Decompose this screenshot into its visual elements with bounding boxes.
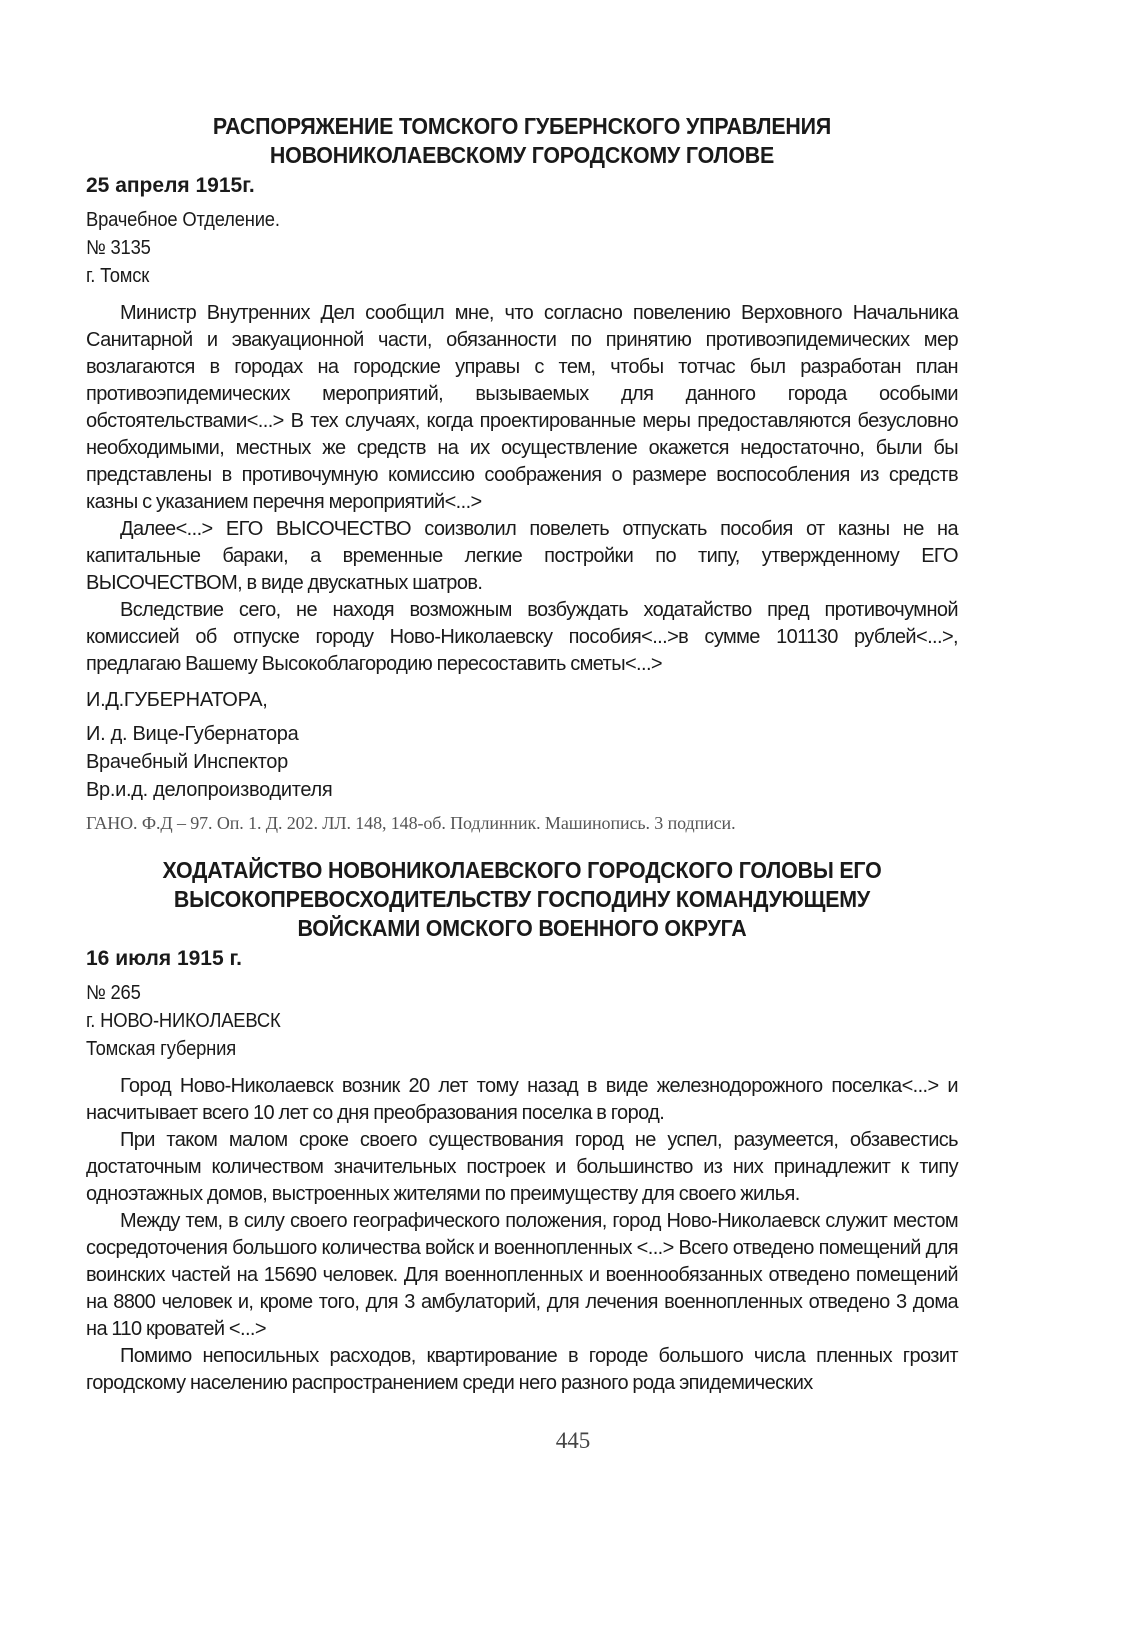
meta-line: № 3135: [86, 237, 151, 259]
document-1-body: [86, 300, 958, 678]
meta-line: Врачебное Отделение.: [86, 209, 280, 231]
signature-line: Врачебный Инспектор: [86, 751, 288, 773]
document-1: [86, 112, 958, 836]
document-1-title: [86, 112, 958, 170]
title-line: НОВОНИКОЛАЕВСКОМУ ГОРОДСКОМУ ГОЛОВЕ: [269, 142, 775, 168]
paragraph: Между тем, в силу своего географического положения, город Ново-Николаевск служит местом сосредоточения большого количества войск и военнопленных <...> Всего отведено помещений для воинских частей на 15690 человек. Для военнопленных и военнообязанных отведено помещений на 8800 человек и, кроме того, для 3 амбулаторий, для лечения военнопленных отведено 3 дома на 110 кроватей <...>: [86, 1210, 958, 1340]
archive-source: ГАНО. Ф.Д – 97. Оп. 1. Д. 202. ЛЛ. 148, 148-об. Подлинник. Машинопись. 3 подписи.: [86, 813, 736, 833]
meta-line: г. НОВО-НИКОЛАЕВСК: [86, 1010, 281, 1032]
document-2: [86, 856, 958, 1397]
document-1-date: 25 апреля 1915г.: [86, 174, 255, 197]
signature-line: И. д. Вице-Губернатора: [86, 723, 299, 745]
title-line: РАСПОРЯЖЕНИЕ ТОМСКОГО ГУБЕРНСКОГО УПРАВЛЕНИЯ: [212, 113, 832, 139]
meta-line: Томская губерния: [86, 1038, 237, 1060]
title-line: ХОДАТАЙСТВО НОВОНИКОЛАЕВСКОГО ГОРОДСКОГО ГОЛОВЫ ЕГО: [162, 857, 882, 883]
document-2-date: 16 июля 1915 г.: [86, 947, 242, 970]
paragraph: Министр Внутренних Дел сообщил мне, что согласно повелению Верховного Начальника Санитарной и эвакуационной части, обязанности по принятию противоэпидемических мер возлагаются в городах на городские управы с тем, чтобы тотчас был разработан план противоэпидемических мероприятий, вызываемых для данного города особыми обстоятельствами<...> В тех случаях, когда проектированные меры предоставляются безусловно необходимыми, местных же средств на их осуществление окажется недостаточно, были бы представлены в противочумную комиссию соображения о размере воспособления из средств казны с указанием перечня мероприятий<...>: [86, 302, 958, 513]
paragraph: При таком малом сроке своего существования город не успел, разумеется, обзавестись достаточным количеством значительных построек и большинство из них принадлежит к типу одноэтажных домов, выстроенных жителями по преимуществу для своего жилья.: [86, 1129, 958, 1205]
paragraph: Помимо непосильных расходов, квартирование в городе большого числа пленных грозит городскому населению распространением среди него разного рода эпидемических: [86, 1345, 958, 1394]
paragraph: Далее<...> ЕГО ВЫСОЧЕСТВО соизволил повелеть отпускать пособия от казны не на капитальные бараки, а временные легкие постройки по типу, утвержденному ЕГО ВЫСОЧЕСТВОМ, в виде двускатных шатров.: [86, 518, 958, 594]
meta-line: № 265: [86, 982, 141, 1004]
document-1-meta: [86, 206, 958, 290]
paragraph: Город Ново-Николаевск возник 20 лет тому назад в виде железнодорожного поселка<...> и насчитывает всего 10 лет со дня преобразования поселка в город.: [86, 1075, 958, 1124]
signature-head: И.Д.ГУБЕРНАТОРА,: [86, 689, 268, 711]
document-2-meta: [86, 979, 958, 1063]
signature-line: Вр.и.д. делопроизводителя: [86, 779, 333, 801]
title-line: ВЫСОКОПРЕВОСХОДИТЕЛЬСТВУ ГОСПОДИНУ КОМАНДУЮЩЕМУ: [173, 886, 871, 912]
page-number: 445: [555, 1428, 591, 1453]
title-line: ВОЙСКАМИ ОМСКОГО ВОЕННОГО ОКРУГА: [297, 915, 747, 941]
document-page: [86, 112, 958, 1397]
meta-line: г. Томск: [86, 265, 150, 287]
document-2-body: [86, 1073, 958, 1397]
paragraph: Вследствие сего, не находя возможным возбуждать ходатайство пред противочумной комиссией об отпуске городу Ново-Николаевску пособия<...>в сумме 101130 рублей<...>, предлагаю Вашему Высокоблагородию пересоставить сметы<...>: [86, 599, 958, 675]
document-2-title: [86, 856, 958, 943]
document-1-signatures: [86, 720, 958, 804]
